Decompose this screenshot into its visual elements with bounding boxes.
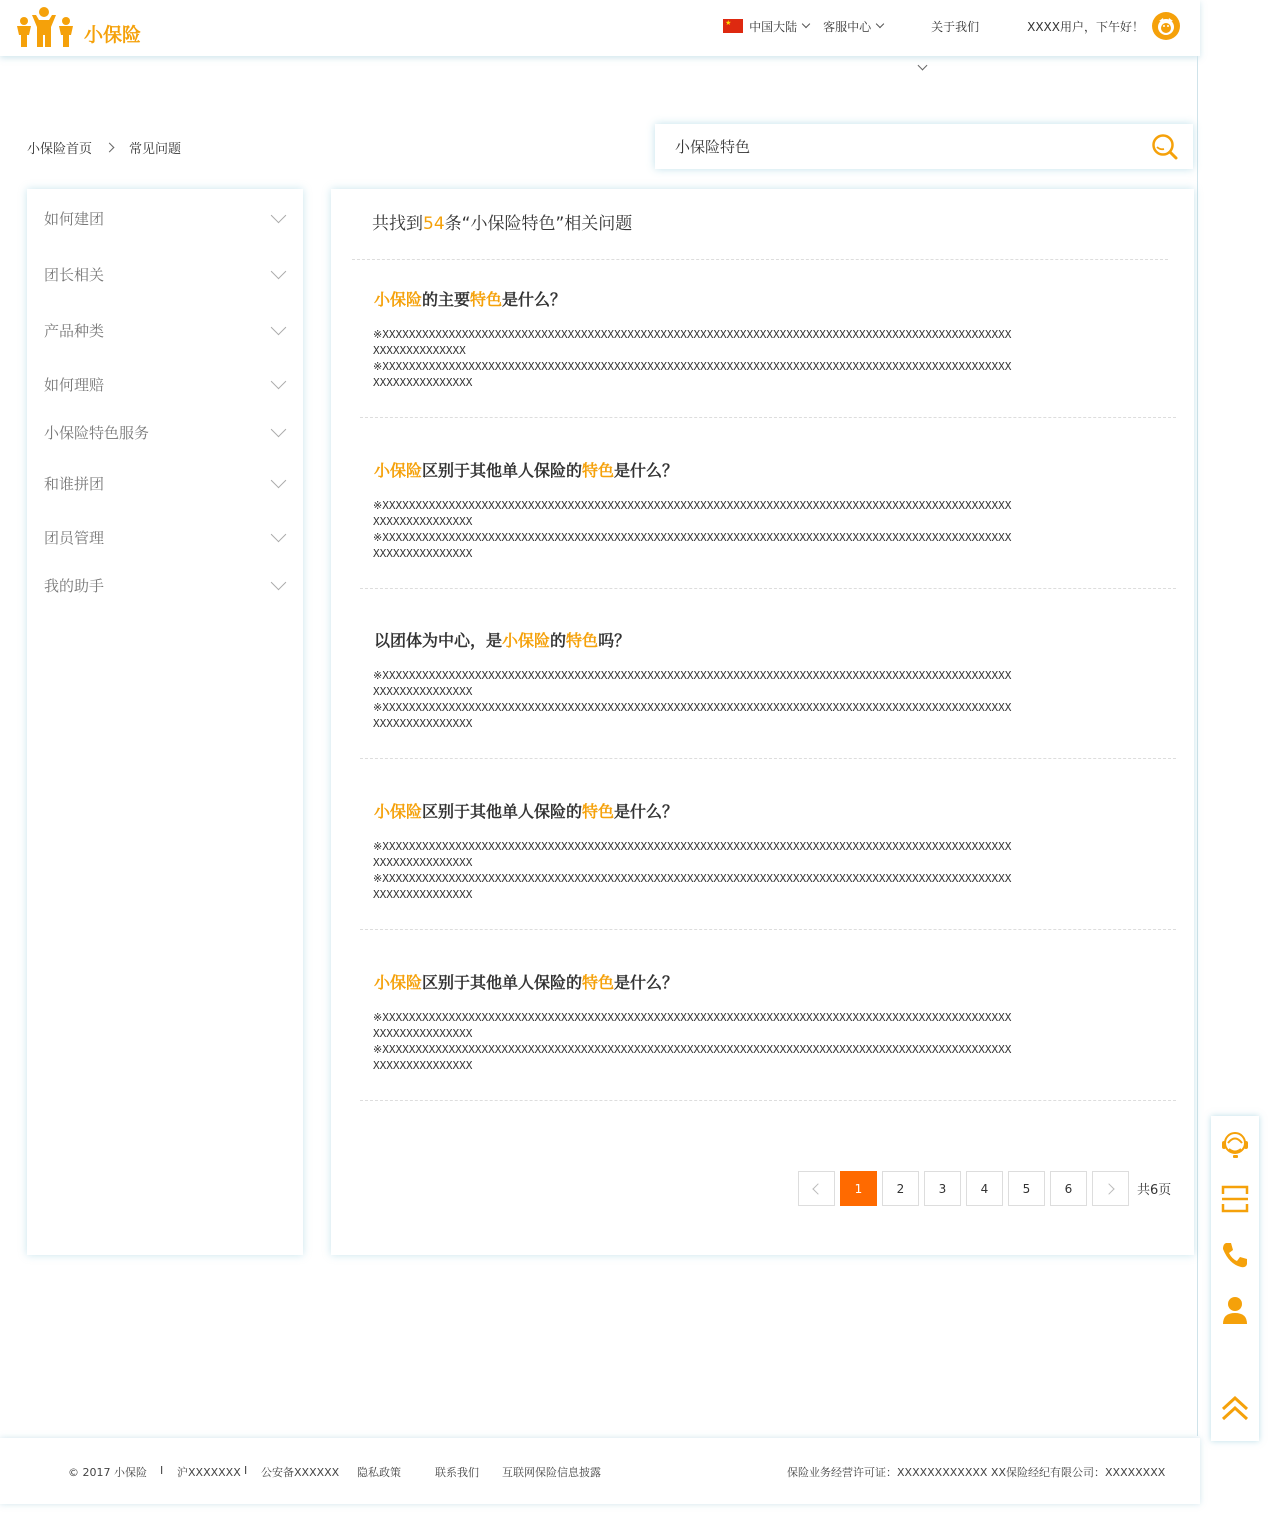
results-summary — [372, 209, 632, 234]
highlight-keyword: 特色 — [582, 973, 615, 992]
floating-toolbar — [1211, 1116, 1259, 1441]
sidebar-item-label: 小保险特色服务 — [44, 424, 150, 442]
service-center-label: 客服中心 — [823, 19, 872, 34]
sidebar-item-claims[interactable] — [44, 374, 292, 395]
highlight-keyword: 小保险 — [374, 802, 423, 821]
breadcrumb — [27, 138, 181, 157]
sidebar-item-my-assistant[interactable] — [44, 575, 292, 596]
footer-separator: I — [160, 1464, 164, 1477]
chevron-down-icon — [271, 374, 287, 390]
answer-line: ※XXXXXXXXXXXXXXXXXXXXXXXXXXXXXXXXXXXXXXXXXXXXXXXXXXXXXXXXXXXXXXXXXXXXXXXXXXXXXXXXXXXXXXXXXXXXXXXXXXXXXXXXXXXXXX — [373, 360, 1012, 389]
chevron-down-icon — [271, 264, 287, 280]
china-flag-icon — [723, 19, 743, 33]
answer-line: ※XXXXXXXXXXXXXXXXXXXXXXXXXXXXXXXXXXXXXXXXXXXXXXXXXXXXXXXXXXXXXXXXXXXXXXXXXXXXXXXXXXXXXXXXXXXXXXXXXXXXXXXXXXXXXX — [373, 1043, 1012, 1072]
answer-line: ※XXXXXXXXXXXXXXXXXXXXXXXXXXXXXXXXXXXXXXXXXXXXXXXXXXXXXXXXXXXXXXXXXXXXXXXXXXXXXXXXXXXXXXXXXXXXXXXXXXXXXXXXXXXXXX — [373, 499, 1012, 528]
user-icon[interactable] — [1219, 1294, 1251, 1326]
sidebar-item-label: 我的助手 — [44, 577, 105, 595]
sidebar-item-group-leader[interactable] — [44, 264, 292, 285]
title-text: 的 — [550, 631, 567, 650]
faq-item-answer — [373, 327, 1013, 391]
sidebar-item-label: 如何理赔 — [44, 376, 105, 394]
title-text: 区别于其他单人保险的 — [422, 802, 583, 821]
highlight-keyword: 小保险 — [502, 631, 551, 650]
page-button-3[interactable]: 3 — [924, 1171, 961, 1206]
answer-line: ※XXXXXXXXXXXXXXXXXXXXXXXXXXXXXXXXXXXXXXXXXXXXXXXXXXXXXXXXXXXXXXXXXXXXXXXXXXXXXXXXXXXXXXXXXXXXXXXXXXXXXXXXXXXXXX — [373, 872, 1012, 901]
faq-item-title[interactable] — [374, 458, 678, 481]
top-nav — [723, 0, 1200, 52]
title-text: 区别于其他单人保险的 — [422, 973, 583, 992]
police-record[interactable]: 公安备XXXXXX — [261, 1466, 340, 1479]
chevron-down-icon — [271, 575, 287, 591]
footer — [0, 1438, 1200, 1504]
answer-line: ※XXXXXXXXXXXXXXXXXXXXXXXXXXXXXXXXXXXXXXXXXXXXXXXXXXXXXXXXXXXXXXXXXXXXXXXXXXXXXXXXXXXXXXXXXXXXXXXXXXXXXXXXXXXXXX — [373, 1011, 1012, 1040]
title-text: 是什么？ — [614, 973, 679, 992]
faq-item-answer — [373, 1010, 1013, 1074]
divider — [360, 929, 1176, 930]
title-text: 是什么？ — [502, 290, 567, 309]
sidebar-item-special-services[interactable] — [44, 422, 292, 443]
divider — [1197, 56, 1198, 1436]
breadcrumb-current: 常见问题 — [129, 142, 182, 157]
page-button-4[interactable]: 4 — [966, 1171, 1003, 1206]
highlight-keyword: 小保险 — [374, 973, 423, 992]
total-pages: 共6页 — [1137, 1183, 1172, 1198]
next-page-button[interactable] — [1092, 1171, 1129, 1206]
copyright: © 2017 小保险 — [68, 1466, 147, 1479]
footer-separator: I — [244, 1464, 248, 1477]
sidebar-item-group-with-whom[interactable] — [44, 473, 292, 494]
search-icon[interactable] — [1151, 133, 1179, 165]
sidebar-item-label: 如何建团 — [44, 210, 105, 228]
title-text: 以团体为中心，是 — [374, 631, 503, 650]
highlight-keyword: 特色 — [582, 461, 615, 480]
faq-item-title[interactable] — [374, 970, 678, 993]
phone-icon[interactable] — [1219, 1239, 1251, 1271]
page-button-2[interactable]: 2 — [882, 1171, 919, 1206]
back-to-top-icon[interactable] — [1219, 1392, 1251, 1424]
sidebar-item-label: 团长相关 — [44, 266, 105, 284]
sidebar-item-how-to-create-group[interactable] — [44, 208, 292, 229]
faq-item-title[interactable] — [374, 799, 678, 822]
sidebar-item-member-management[interactable] — [44, 527, 292, 548]
faq-category-sidebar — [27, 189, 303, 1255]
contact-us-link[interactable]: 联系我们 — [435, 1466, 479, 1479]
faq-item-answer — [373, 498, 1013, 562]
highlight-keyword: 特色 — [566, 631, 599, 650]
chevron-down-icon — [271, 208, 287, 224]
disclosure-link[interactable]: 互联网保险信息披露 — [502, 1466, 601, 1479]
title-text: 是什么？ — [614, 461, 679, 480]
icp-number[interactable]: 沪XXXXXXX — [177, 1466, 241, 1479]
faq-item-title[interactable] — [374, 287, 566, 310]
scan-icon[interactable] — [1219, 1183, 1251, 1215]
chevron-down-icon[interactable] — [918, 61, 928, 71]
prev-page-button[interactable] — [798, 1171, 835, 1206]
sidebar-item-label: 团员管理 — [44, 529, 105, 547]
license-info: 保险业务经营许可证：XXXXXXXXXXXX XX保险经纪有限公司：XXXXXXXX — [787, 1466, 1166, 1479]
user-avatar[interactable] — [1152, 12, 1180, 40]
divider — [360, 417, 1176, 418]
family-logo-icon — [14, 7, 76, 49]
chevron-right-icon — [105, 143, 115, 153]
about-us-link[interactable]: 关于我们 — [931, 19, 980, 34]
page-button-5[interactable]: 5 — [1008, 1171, 1045, 1206]
results-count: 54 — [423, 214, 445, 234]
answer-line: ※XXXXXXXXXXXXXXXXXXXXXXXXXXXXXXXXXXXXXXXXXXXXXXXXXXXXXXXXXXXXXXXXXXXXXXXXXXXXXXXXXXXXXXXXXXXXXXXXXXXXXXXXXXXXXX — [373, 669, 1012, 698]
divider — [360, 758, 1176, 759]
privacy-policy-link[interactable]: 隐私政策 — [357, 1466, 401, 1479]
region-label: 中国大陆 — [749, 19, 798, 34]
faq-item-answer — [373, 839, 1013, 903]
answer-line: ※XXXXXXXXXXXXXXXXXXXXXXXXXXXXXXXXXXXXXXXXXXXXXXXXXXXXXXXXXXXXXXXXXXXXXXXXXXXXXXXXXXXXXXXXXXXXXXXXXXXXXXXXXXXXX — [373, 328, 1012, 357]
answer-line: ※XXXXXXXXXXXXXXXXXXXXXXXXXXXXXXXXXXXXXXXXXXXXXXXXXXXXXXXXXXXXXXXXXXXXXXXXXXXXXXXXXXXXXXXXXXXXXXXXXXXXXXXXXXXXXX — [373, 840, 1012, 869]
faq-item-title[interactable] — [374, 628, 630, 651]
chevron-down-icon — [802, 20, 810, 28]
chevron-down-icon — [271, 422, 287, 438]
headset-icon[interactable] — [1219, 1128, 1251, 1160]
top-header — [0, 0, 1200, 56]
chevron-right-icon — [1103, 1183, 1114, 1194]
service-center-menu[interactable] — [823, 18, 883, 35]
search-results-panel — [331, 189, 1194, 1255]
search-box — [655, 124, 1193, 169]
user-greeting: XXXX用户，下午好！ — [1027, 19, 1144, 34]
region-selector[interactable] — [723, 18, 809, 35]
brand-name: 小保险 — [84, 23, 142, 46]
title-text: 吗？ — [598, 631, 631, 650]
sidebar-item-product-types[interactable] — [44, 320, 292, 341]
pagination — [798, 1171, 1171, 1206]
title-text: 区别于其他单人保险的 — [422, 461, 583, 480]
logo[interactable] — [14, 6, 141, 50]
breadcrumb-home-link[interactable]: 小保险首页 — [27, 142, 93, 157]
results-prefix: 共找到 — [372, 214, 423, 234]
title-text: 的主要 — [422, 290, 471, 309]
page-button-6[interactable]: 6 — [1050, 1171, 1087, 1206]
page-button-1[interactable]: 1 — [840, 1171, 877, 1206]
title-text: 是什么？ — [614, 802, 679, 821]
results-suffix: 条“小保险特色”相关问题 — [444, 214, 633, 234]
avatar-face-icon — [1155, 15, 1177, 37]
divider — [360, 588, 1176, 589]
chevron-down-icon — [271, 527, 287, 543]
highlight-keyword: 小保险 — [374, 461, 423, 480]
faq-item-answer — [373, 668, 1013, 732]
chevron-down-icon — [271, 473, 287, 489]
highlight-keyword: 特色 — [470, 290, 503, 309]
divider — [352, 259, 1168, 260]
sidebar-item-label: 产品种类 — [44, 322, 105, 340]
answer-line: ※XXXXXXXXXXXXXXXXXXXXXXXXXXXXXXXXXXXXXXXXXXXXXXXXXXXXXXXXXXXXXXXXXXXXXXXXXXXXXXXXXXXXXXXXXXXXXXXXXXXXXXXXXXXXXX — [373, 531, 1012, 560]
highlight-keyword: 特色 — [582, 802, 615, 821]
highlight-keyword: 小保险 — [374, 290, 423, 309]
chevron-left-icon — [812, 1183, 823, 1194]
chevron-down-icon — [271, 320, 287, 336]
sidebar-item-label: 和谁拼团 — [44, 475, 105, 493]
answer-line: ※XXXXXXXXXXXXXXXXXXXXXXXXXXXXXXXXXXXXXXXXXXXXXXXXXXXXXXXXXXXXXXXXXXXXXXXXXXXXXXXXXXXXXXXXXXXXXXXXXXXXXXXXXXXXXX — [373, 701, 1012, 730]
divider — [360, 1100, 1176, 1101]
search-input[interactable]: 小保险特色 — [675, 138, 751, 156]
chevron-down-icon — [876, 20, 884, 28]
